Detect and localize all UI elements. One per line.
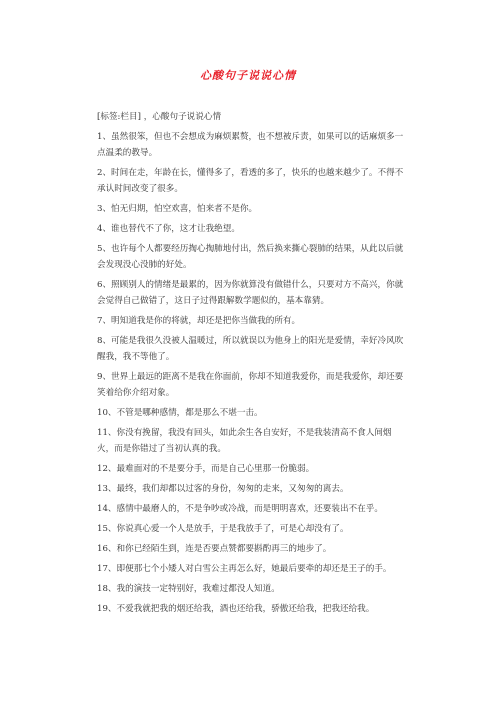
list-item: 18、我的演技一定特别好，我难过都没人知道。 (97, 584, 280, 594)
list-item: 7、明知道我是你的将就，却还是把你当做我的所有。 (97, 316, 301, 326)
list-item: 19、不爱我就把我的烟还给我，酒也还给我，骄傲还给我，把我还给我。 (97, 604, 375, 614)
document-title: 心酸句子说说心情 (200, 69, 296, 82)
list-item: 3、怕无归期，怕空欢喜，怕来者不是你。 (97, 204, 258, 214)
list-item: 1、虽然很笨，但也不会想成为麻烦累赘，也不想被斥责，如果可以的话麻烦多一点温柔的教导。 (97, 132, 404, 158)
list-item: 13、最终，我们却都以过客的身份，匆匆的走来，又匆匆的离去。 (97, 484, 349, 494)
list-item: 12、最难面对的不是要分手，而是自己心里那一份脆弱。 (97, 464, 315, 474)
list-item: 9、世界上最远的距离不是我在你面前，你却不知道我爱你，而是我爱你，却还要笑着给你介绍对象。 (97, 372, 404, 398)
list-item: 5、也许每个人都要经历掏心掏肺地付出，然后换来撕心裂肺的结果，从此以后就会发现没心没肺的好处。 (97, 244, 404, 270)
list-item: 10、不管是哪种感情，都是那么不堪一击。 (97, 408, 263, 418)
list-item: 15、你说真心爱一个人是放手，于是我放手了，可是心却没有了。 (97, 524, 349, 534)
list-item: 6、照顾别人的情绪是最累的，因为你就算没有做错什么，只要对方不高兴，你就会觉得自己做错了，这日子过得跟解数学题似的，基本靠猜。 (97, 280, 404, 306)
list-item: 4、谁也替代不了你，这才让我绝望。 (97, 224, 240, 234)
list-item: 11、你没有挽留，我没有回头，如此余生各自安好，不是我装清高不食人间烟火，而是你错过了当初认真的我。 (97, 428, 392, 454)
list-item: 14、感情中最磨人的，不是争吵或冷战，而是明明喜欢，还要装出不在乎。 (97, 504, 383, 514)
list-item: 8、可能是我很久没被人温暖过，所以就误以为他身上的阳光是爱情，幸好冷风吹醒我，我不等他了。 (97, 336, 404, 362)
list-item: 17、即便那七个小矮人对白雪公主再怎么好，她最后要牵的却还是王子的手。 (97, 564, 392, 574)
tagline: [标签:栏目] ，心酸句子说说心情 (97, 112, 222, 122)
list-item: 2、时间在走，年龄在长，懂得多了，看透的多了，快乐的也越来越少了。不得不承认时间改变了很多。 (97, 168, 404, 194)
list-item: 16、和你已经陌生到，连是否要点赞都要斟酌再三的地步了。 (97, 544, 332, 554)
document-body (97, 109, 405, 621)
